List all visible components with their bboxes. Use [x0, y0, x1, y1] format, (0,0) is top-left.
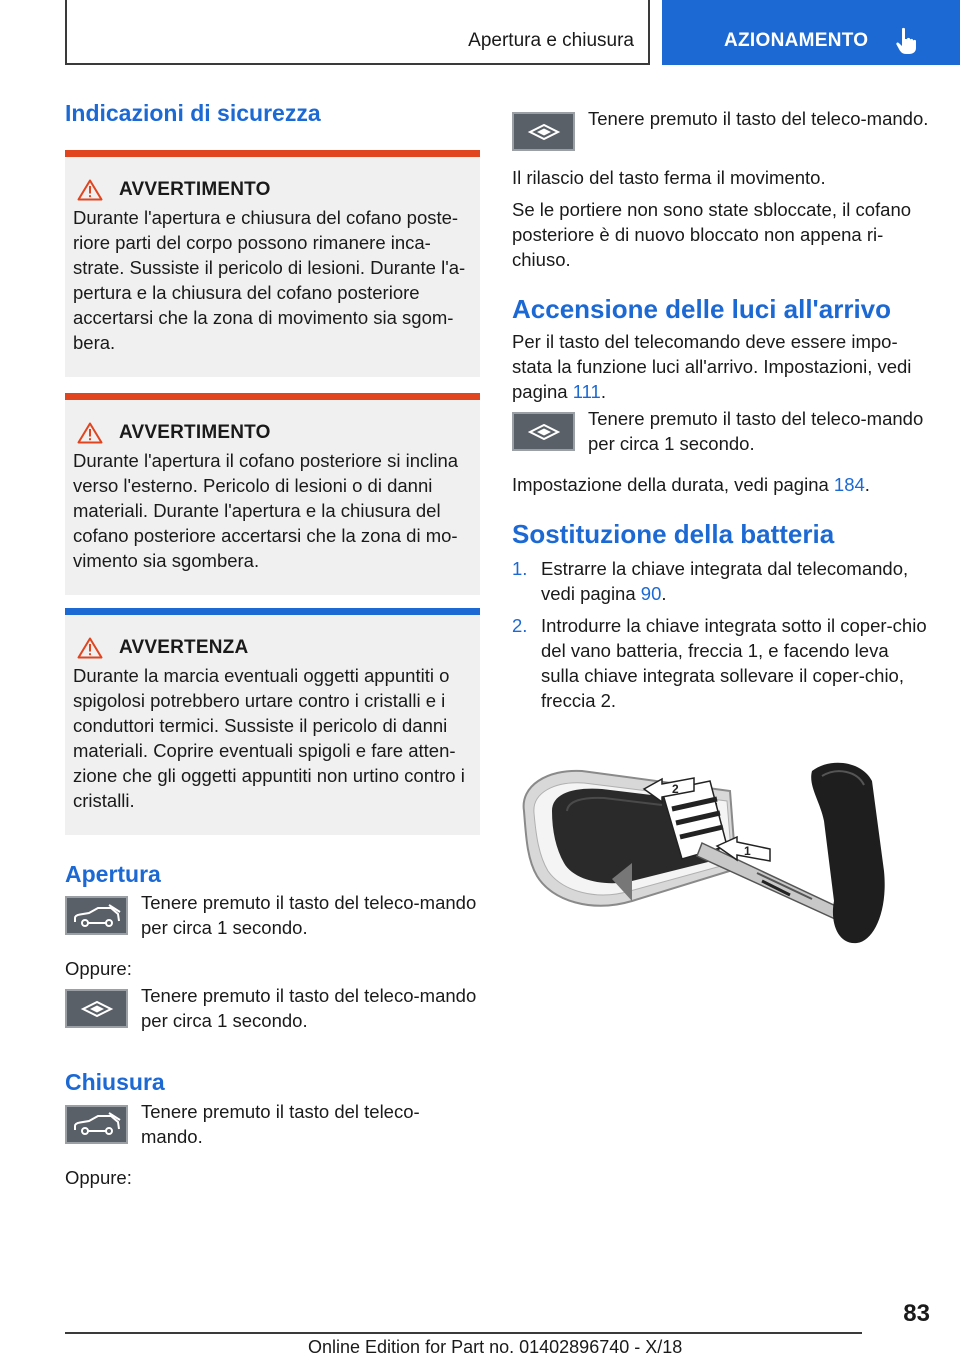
warning-triangle-icon [77, 179, 103, 201]
remote-unlock-button [512, 112, 575, 151]
warning-box-2 [65, 393, 480, 595]
car-tailgate-icon [71, 1111, 123, 1137]
warning-triangle-icon [77, 637, 103, 659]
apertura-step-2 [65, 983, 480, 1033]
step-text: Tenere premuto il tasto del teleco-mando per circa 1 secondo. [141, 985, 477, 1032]
luci-text [512, 329, 930, 404]
luci-step [512, 406, 930, 456]
chiusura-step-2 [512, 106, 930, 151]
safety-heading: Indicazioni di sicurezza [65, 100, 321, 126]
warning-box-1 [65, 150, 480, 377]
notice-text: Durante la marcia eventuali oggetti appuntiti o spigolosi potrebbero urtare contro i cristalli e i conduttori termici. Sussiste il pericolo di danni materiali. Coprire eventuali spigoli e fare atten-zione che gli oggetti appuntiti non urtino contro i cristalli. [73, 664, 465, 811]
warning-text: Durante l'apertura e chiusura del cofano poste-riore parti del corpo possono rimanere inca-strate. Sussiste il pericolo di lesioni. Durante l'a-pertura e la chiusura del cofano posteriore accertarsi che la zona di movimento sia sgom-bera. [73, 206, 466, 353]
warning-title: AVVERTIMENTO [119, 178, 271, 200]
luci-text-body: Per il tasto del telecomando deve essere impo-stata la funzione luci all'arrivo. Impostazioni, vedi pagina [512, 331, 912, 403]
release-text: Il rilascio del tasto ferma il movimento. [512, 167, 826, 188]
list-text [541, 556, 930, 606]
header-section-box [65, 0, 650, 65]
chiusura-step-1 [65, 1099, 480, 1149]
chevron-diamond-icon [79, 1000, 115, 1018]
list-text-end: . [661, 583, 667, 605]
arrow-1-label: 1 [744, 844, 751, 859]
list-number: 1. [512, 558, 528, 580]
page-link-111[interactable]: 111 [572, 381, 601, 403]
oppure-text: Oppure: [65, 1166, 132, 1188]
right-column [512, 106, 930, 956]
step-text: Tenere premuto il tasto del teleco-mando. [141, 1100, 420, 1147]
remote-unlock-button [65, 989, 128, 1028]
arrow-2-label: 2 [672, 782, 679, 797]
key-fob-illustration [512, 751, 912, 951]
chevron-diamond-icon [526, 423, 562, 441]
remote-unlock-button [512, 412, 575, 451]
page-number: 83 [903, 1300, 930, 1327]
luci-heading: Accensione delle luci all'arrivo [512, 294, 892, 324]
step-text: Tenere premuto il tasto del teleco-mando. [588, 108, 929, 129]
page-link-184[interactable]: 184 [833, 474, 865, 496]
notice-title: AVVERTENZA [119, 636, 249, 658]
list-text-body: Estrarre la chiave integrata dal telecomando, vedi pagina [541, 558, 909, 605]
car-tailgate-icon [71, 903, 123, 929]
pointing-hand-icon [894, 27, 920, 55]
warning-triangle-icon [77, 422, 103, 444]
footer-edition: Online Edition for Part no. 01402896740 - X/18 [308, 1337, 683, 1357]
duration-text-body: Impostazione della durata, vedi pagina [512, 474, 834, 496]
notice-box [65, 608, 480, 835]
apertura-step-1 [65, 890, 480, 940]
batteria-heading: Sostituzione della batteria [512, 519, 835, 550]
list-number: 2. [512, 615, 528, 637]
luci-text-end: . [600, 381, 606, 403]
remote-tailgate-button [65, 1105, 128, 1144]
step-text: Tenere premuto il tasto del teleco-mando per circa 1 secondo. [588, 408, 924, 455]
page-link-90[interactable]: 90 [640, 583, 662, 605]
warning-text: Durante l'apertura il cofano posteriore si inclina verso l'esterno. Pericolo di lesioni o di danni materiali. Durante l'apertura e la chiusura del cofano posteriore accertarsi che la zona di mo-vimento sia sgombera. [73, 449, 459, 571]
left-column [65, 100, 480, 1190]
relock-text: Se le portiere non sono state sbloccate, il cofano posteriore è di nuovo bloccato non appena ri-chiuso. [512, 199, 912, 270]
chiusura-heading: Chiusura [65, 1069, 165, 1096]
list-item-1 [512, 556, 930, 606]
oppure-text: Oppure: [65, 958, 132, 980]
warning-title: AVVERTIMENTO [119, 421, 271, 443]
header-section-title: Apertura e chiusura [468, 30, 634, 51]
header-chapter-title: AZIONAMENTO [724, 30, 869, 51]
remote-tailgate-button [65, 896, 128, 935]
apertura-heading: Apertura [65, 860, 161, 887]
list-text: Introdurre la chiave integrata sotto il coper-chio del vano batteria, freccia 1, e facendo leva sulla chiave integrata sollevare il coper-chio, freccia 2. [541, 615, 927, 712]
header-chapter-tab[interactable] [662, 0, 960, 65]
footer-divider [65, 1332, 862, 1334]
duration-text-end: . [864, 474, 870, 496]
duration-text [512, 472, 930, 497]
step-text: Tenere premuto il tasto del teleco-mando per circa 1 secondo. [141, 892, 477, 939]
list-item-2 [512, 613, 930, 713]
chevron-diamond-icon [526, 123, 562, 141]
